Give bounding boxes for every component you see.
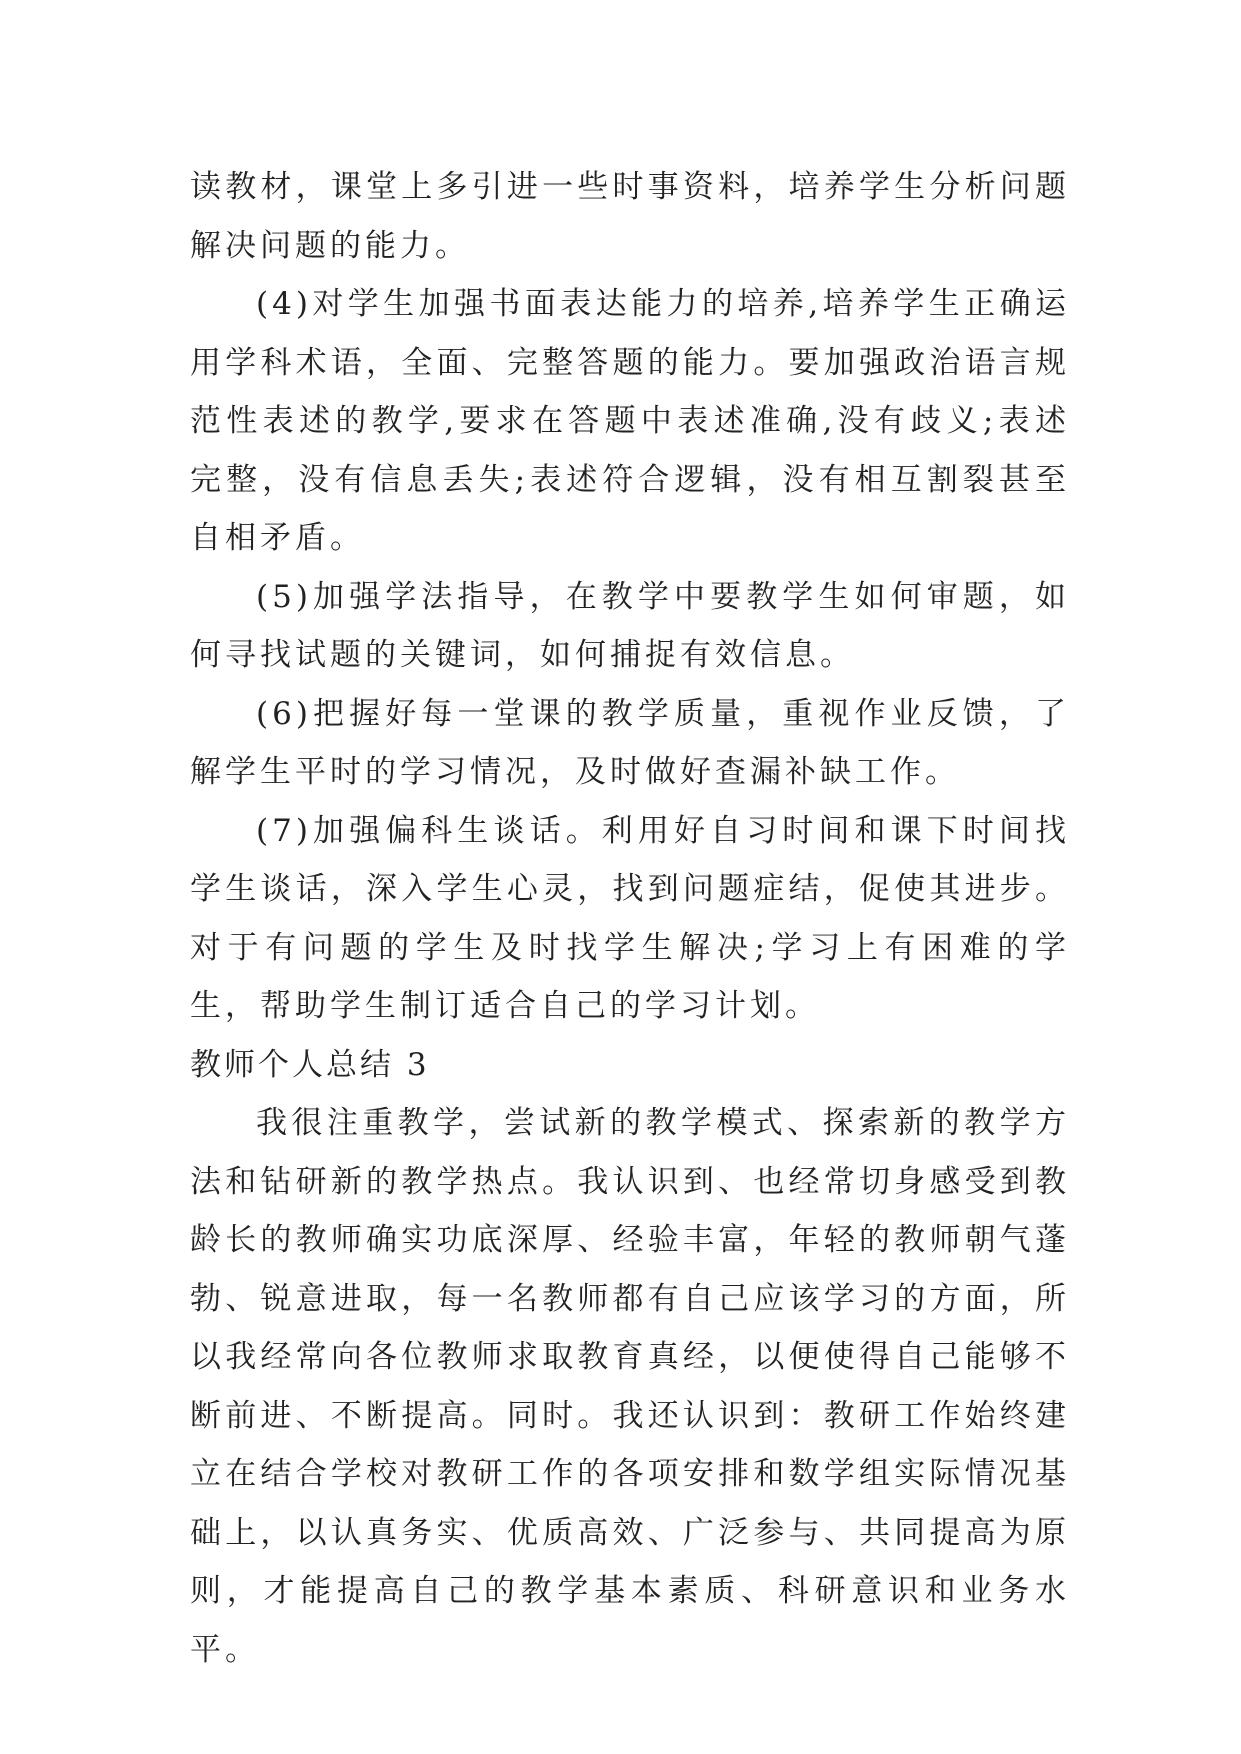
paragraph-continuation: 读教材，课堂上多引进一些时事资料，培养学生分析问题解决问题的能力。 [190, 169, 1070, 264]
section-heading: 教师个人总结 3 [190, 1046, 430, 1083]
paragraph-item-7: (7)加强偏科生谈话。利用好自习时间和课下时间找学生谈话，深入学生心灵，找到问题症结，促使其进步。对于有问题的学生及时找学生解决;学习上有困难的学生，帮助学生制订适合自己的学习计划。 [190, 812, 1070, 1024]
paragraph-item-4: (4)对学生加强书面表达能力的培养,培养学生正确运用学科术语，全面、完整答题的能力。要加强政治语言规范性表述的教学,要求在答题中表述准确,没有歧义;表述完整，没有信息丢失;表述符合逻辑，没有相互割裂甚至自相矛盾。 [190, 286, 1070, 556]
paragraph-item-5: (5)加强学法指导，在教学中要教学生如何审题，如何寻找试题的关键词，如何捕捉有效信息。 [190, 578, 1070, 673]
paragraph-item-6: (6)把握好每一堂课的教学质量，重视作业反馈，了解学生平时的学习情况，及时做好查漏补缺工作。 [190, 695, 1070, 790]
section-paragraph: 我很注重教学，尝试新的教学模式、探索新的教学方法和钻研新的教学热点。我认识到、也经常切身感受到教龄长的教师确实功底深厚、经验丰富，年轻的教师朝气蓬勃、锐意进取，每一名教师都有自己应该学习的方面，所以我经常向各位教师求取教育真经，以便使得自己能够不断前进、不断提高。同时。我还认识到：教研工作始终建立在结合学校对教研工作的各项安排和数学组实际情况基础上，以认真务实、优质高效、广泛参与、共同提高为原则，才能提高自己的教学基本素质、科研意识和业务水平。 [190, 1105, 1070, 1668]
document-body [190, 158, 1070, 1679]
